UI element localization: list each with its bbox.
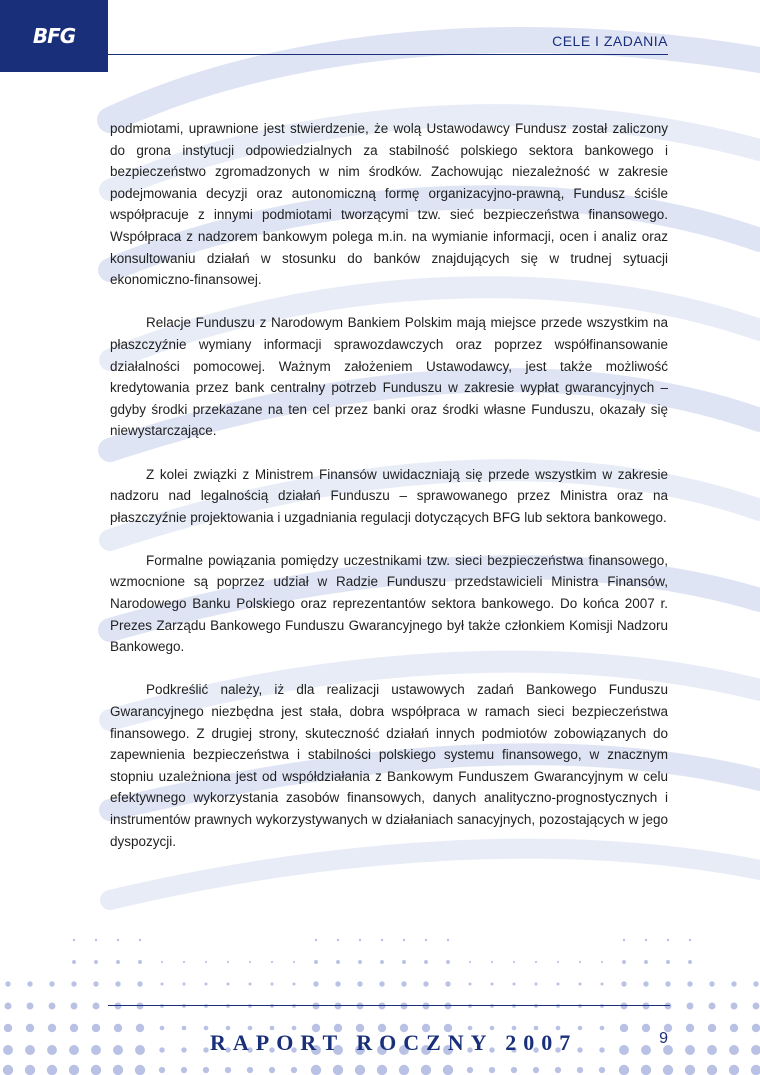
decorative-dot: [643, 1003, 650, 1010]
decorative-dot: [293, 961, 295, 963]
decorative-dot: [115, 981, 120, 986]
decorative-dot: [644, 960, 648, 964]
decorative-dot: [355, 1065, 365, 1075]
decorative-dot: [425, 939, 427, 941]
decorative-dot: [619, 1045, 629, 1055]
decorative-dot: [5, 1003, 12, 1010]
decorative-dot: [489, 1067, 495, 1073]
decorative-dot: [227, 961, 229, 963]
decorative-dot: [621, 1003, 628, 1010]
decorative-dot: [535, 983, 538, 986]
decorative-dot: [667, 939, 669, 941]
decorative-dot: [709, 981, 714, 986]
decorative-dot: [619, 1065, 629, 1075]
decorative-dot: [731, 981, 736, 986]
decorative-dot: [333, 1065, 343, 1075]
section-title: CELE I ZADANIA: [552, 33, 668, 49]
decorative-dot: [249, 983, 252, 986]
decorative-dot: [579, 983, 582, 986]
decorative-dot: [113, 1065, 123, 1075]
decorative-dot: [72, 960, 76, 964]
decorative-dot: [91, 1065, 101, 1075]
decorative-dot: [643, 981, 648, 986]
decorative-dot: [666, 960, 670, 964]
decorative-dot: [203, 1067, 209, 1073]
decorative-dot: [359, 939, 361, 941]
decorative-dot: [49, 1003, 56, 1010]
decorative-dot: [751, 1065, 760, 1075]
decorative-dot: [381, 939, 383, 941]
decorative-dot: [707, 1045, 717, 1055]
decorative-dot: [708, 1024, 716, 1032]
decorative-dot: [69, 1065, 79, 1075]
decorative-dot: [47, 1045, 57, 1055]
decorative-dot: [291, 1067, 297, 1073]
footer-divider: [108, 1005, 670, 1006]
decorative-dot: [205, 961, 207, 963]
decorative-dot: [535, 961, 537, 963]
paragraph-3: Z kolei związki z Ministrem Finansów uwidaczniają się przede wszystkim w zakresie nadzoru nad legalnością działań Funduszu – sprawowanego przez Ministra oraz na płaszczyźnie projektowania i uzgadniania regulacji dotyczących BFG lub sektora bankowego.: [110, 466, 668, 525]
decorative-dot: [687, 981, 692, 986]
decorative-dot: [314, 960, 318, 964]
decorative-dot: [623, 939, 625, 941]
decorative-dot: [161, 961, 163, 963]
decorative-dot: [358, 960, 362, 964]
decorative-dot: [730, 1024, 738, 1032]
decorative-dot: [117, 939, 119, 941]
decorative-dot: [622, 960, 626, 964]
decorative-dot: [377, 1065, 387, 1075]
decorative-dot: [181, 1067, 187, 1073]
decorative-dot: [247, 1067, 253, 1073]
decorative-dot: [91, 1045, 101, 1055]
decorative-dot: [92, 1024, 100, 1032]
decorative-dot: [183, 961, 185, 963]
decorative-dot: [181, 1047, 186, 1052]
decorative-dot: [271, 961, 273, 963]
decorative-dot: [446, 960, 450, 964]
decorative-dot: [641, 1045, 651, 1055]
decorative-dot: [689, 939, 691, 941]
decorative-dot: [311, 1065, 321, 1075]
decorative-dot: [577, 1047, 582, 1052]
decorative-dot: [26, 1024, 34, 1032]
decorative-dot: [533, 1067, 539, 1073]
decorative-dot: [469, 961, 471, 963]
paragraph-5: Podkreślić należy, iż dla realizacji ustawowych zadań Bankowego Funduszu Gwarancyjnego niezbędna jest stała, dobra współpraca w ramach sieci bezpieczeństwa finansowego. Z drugiej strony, skuteczność działań innych podmiotów zobowiązanych do zapewnienia bezpieczeństwa i stabilności polskiego systemu finansowego, w znacznym stopniu uzależniona jest od współdziałania z Bankowym Funduszem Gwarancyjnym w celu efektywnego wykorzystania zasobów finansowych, danych analityczno-prognostycznych i instrumentów prawnych wykorzystywanych w działaniach sanacyjnych, pozostających w jego dyspozycji.: [110, 682, 668, 849]
decorative-dot: [447, 939, 449, 941]
decorative-dot: [445, 1003, 452, 1010]
decorative-dot: [357, 1003, 364, 1010]
paragraph-1: podmiotami, uprawnione jest stwierdzenie, że wolą Ustawodawcy Fundusz został zaliczony do grona instytucji odpowiedzialnych za stabilność polskiego sektora bankowego i bezpieczeństwo zgromadzonych w nim środków. Zachowując niezależność w zakresie podejmowania decyzji oraz autonomiczną formę organizacyjno-prawną, Fundusz ściśle współpracuje z innymi podmiotami tworzącymi tzw. sieć bezpieczeństwa finansowego. Współpraca z nadzorem bankowym polega m.in. na wymianie informacji, ocen i analiz oraz konsultowaniu działań w stosunku do banków znajdujących się w trudnej sytuacji ekonomiczno-finansowej.: [110, 121, 668, 288]
decorative-dot: [27, 1003, 34, 1010]
decorative-dot: [621, 981, 626, 986]
decorative-dot: [685, 1065, 695, 1075]
decorative-dot: [335, 1003, 342, 1010]
decorative-dot: [645, 939, 647, 941]
decorative-dot: [513, 961, 515, 963]
decorative-dot: [731, 1003, 738, 1010]
decorative-dot: [137, 981, 142, 986]
decorative-dot: [94, 960, 98, 964]
decorative-dot: [620, 1024, 628, 1032]
decorative-dot: [204, 1026, 209, 1031]
decorative-dot: [665, 981, 670, 986]
decorative-dot: [93, 981, 98, 986]
decorative-dot: [578, 1026, 583, 1031]
decorative-dot: [557, 983, 560, 986]
decorative-dot: [380, 960, 384, 964]
decorative-dot: [599, 1067, 605, 1073]
decorative-dot: [403, 939, 405, 941]
decorative-dot: [27, 981, 32, 986]
decorative-dot: [70, 1024, 78, 1032]
decorative-dot: [687, 1003, 694, 1010]
decorative-dot: [69, 1045, 79, 1055]
decorative-dot: [335, 981, 340, 986]
page-number: 9: [659, 1030, 668, 1047]
paragraph-4: Formalne powiązania pomiędzy uczestnikami tzw. sieci bezpieczeństwa finansowego, wzmocnione są poprzez udział w Radzie Funduszu przedstawicieli Ministra Finansów, Narodowego Banku Polskiego oraz reprezentantów sektora bankowego. Do końca 2007 r. Prezes Zarządu Bankowego Funduszu Gwarancyjnego był także członkiem Komisji Nadzoru Bankowego.: [110, 552, 668, 655]
decorative-dot: [513, 983, 516, 986]
decorative-dot: [269, 1067, 275, 1073]
decorative-dot: [139, 939, 141, 941]
decorative-dot: [511, 1067, 517, 1073]
decorative-dot: [399, 1065, 409, 1075]
decorative-dot: [159, 1067, 165, 1073]
decorative-dot: [203, 1047, 208, 1052]
decorative-dot: [379, 981, 384, 986]
decorative-dot: [182, 1026, 187, 1031]
decorative-dot: [685, 1045, 695, 1055]
decorative-dot: [25, 1045, 35, 1055]
decorative-dot: [313, 1003, 320, 1010]
decorative-dot: [599, 1047, 604, 1052]
decorative-dot: [467, 1067, 473, 1073]
decorative-dot: [93, 1003, 100, 1010]
logo-text: BFG: [32, 24, 76, 48]
decorative-dot: [729, 1045, 739, 1055]
decorative-dot: [423, 981, 428, 986]
decorative-dot: [579, 961, 581, 963]
decorative-dot: [491, 961, 493, 963]
decorative-dot: [707, 1065, 717, 1075]
decorative-dot: [293, 983, 296, 986]
decorative-dot: [688, 960, 692, 964]
decorative-dot: [205, 983, 208, 986]
decorative-dot: [421, 1065, 431, 1075]
paragraph-2: Relacje Funduszu z Narodowym Bankiem Polskim mają miejsce przede wszystkim na płaszczyźnie wymiany informacji sprawozdawczych oraz poprzez współfinansowanie działalności pomocowej. Ważnym założeniem Ustawodawcy, jest także możliwość kredytowania przez bank centralny potrzeb Funduszu w zakresie wypłat gwarancyjnych – gdyby środki przekazane na ten cel przez banki oraz środki własne Funduszu, okazały się niewystarczające.: [110, 315, 668, 439]
decorative-dot: [641, 1065, 651, 1075]
decorative-dot: [600, 1026, 605, 1031]
decorative-dot: [4, 1024, 12, 1032]
decorative-dot: [601, 983, 604, 986]
report-title: RAPORT ROCZNY 2007: [210, 1030, 578, 1055]
decorative-dot: [709, 1003, 716, 1010]
decorative-dot: [3, 1045, 13, 1055]
decorative-dot: [135, 1045, 145, 1055]
decorative-dot: [5, 981, 10, 986]
decorative-dot: [469, 983, 472, 986]
decorative-dot: [161, 983, 164, 986]
decorative-dot: [114, 1024, 122, 1032]
decorative-dot: [48, 1024, 56, 1032]
decorative-dot: [753, 1003, 760, 1010]
decorative-dot: [663, 1065, 673, 1075]
decorative-dot: [137, 1003, 144, 1010]
decorative-dot: [753, 981, 758, 986]
decorative-dot: [271, 983, 274, 986]
decorative-dot: [577, 1067, 583, 1073]
decorative-dot: [729, 1065, 739, 1075]
decorative-dot: [71, 1003, 78, 1010]
decorative-dot: [401, 1003, 408, 1010]
decorative-dot: [135, 1065, 145, 1075]
decorative-dot: [357, 981, 362, 986]
decorative-dot: [49, 981, 54, 986]
decorative-dot: [160, 1026, 165, 1031]
header-divider: [108, 54, 668, 55]
decorative-dot: [557, 961, 559, 963]
decorative-dot: [183, 983, 186, 986]
decorative-dot: [73, 939, 75, 941]
decorative-dot: [555, 1067, 561, 1073]
decorative-dot: [401, 981, 406, 986]
decorative-dot: [665, 1003, 672, 1010]
decorative-dot: [225, 1067, 231, 1073]
decorative-dot: [136, 1024, 144, 1032]
decorative-dot: [402, 960, 406, 964]
bfg-logo: [0, 0, 108, 72]
decorative-dot: [313, 981, 318, 986]
decorative-dot: [315, 939, 317, 941]
decorative-dot: [95, 939, 97, 941]
decorative-dot: [601, 961, 603, 963]
body-text: [110, 118, 668, 874]
decorative-dot: [3, 1065, 13, 1075]
decorative-dot: [47, 1065, 57, 1075]
decorative-dot: [336, 960, 340, 964]
decorative-dot: [752, 1024, 760, 1032]
decorative-dot: [159, 1047, 164, 1052]
decorative-dot: [379, 1003, 386, 1010]
decorative-dot: [113, 1045, 123, 1055]
decorative-dot: [642, 1024, 650, 1032]
decorative-dot: [445, 981, 450, 986]
decorative-dot: [71, 981, 76, 986]
decorative-dot: [491, 983, 494, 986]
decorative-dot: [115, 1003, 122, 1010]
decorative-dot: [138, 960, 142, 964]
decorative-dot: [423, 1003, 430, 1010]
decorative-dot: [424, 960, 428, 964]
decorative-dot: [227, 983, 230, 986]
decorative-dot: [249, 961, 251, 963]
decorative-dot: [751, 1045, 760, 1055]
decorative-dot: [686, 1024, 694, 1032]
decorative-dot: [116, 960, 120, 964]
decorative-dot: [443, 1065, 453, 1075]
decorative-dot: [337, 939, 339, 941]
decorative-dot: [25, 1065, 35, 1075]
